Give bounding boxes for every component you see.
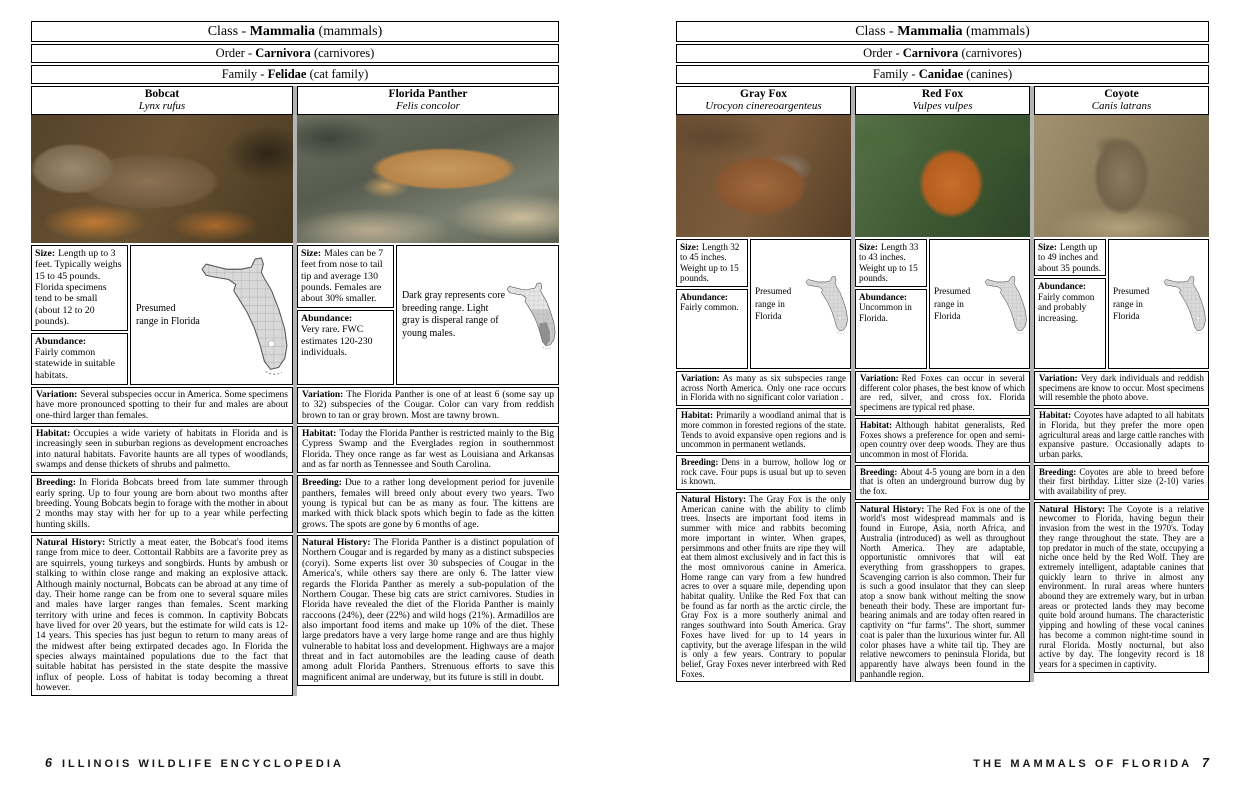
order-header: Order - Carnivora (carnivores) xyxy=(676,44,1209,63)
abundance-box: Abundance: Fairly common statewide in suitable habitats. xyxy=(31,333,128,385)
range-map-box xyxy=(1108,239,1209,369)
left-page xyxy=(31,21,559,759)
natural-history-section: Natural History: The Florida Panther is a distinct population of Northern Cougar and is regarded by many as a distinct subspecies (coryi). Some experts list over 30 subspecies of Cougar in the America's, while others say there are only 6. The latter view regards the Florida Panther as merely a sub-population of the Northern Cougar. These big cats are strict carnivores. Studies in Florida have revealed the diet of the Florida Panther is mainly raccoons (24%), deer (22%) and wild hogs (21%). Armadillos are also important food items and make up 10% of the diet. These large predators have a very large home range and are thus highly vulnerable to habitat loss and development. Highways are a major threat and in fact automobiles are the leading cause of death among adult Florida Panthers. Strenuous efforts to save this magnificent animal are underway, but its future is still in doubt. xyxy=(297,535,559,686)
natural-history-section: Natural History: The Gray Fox is the only American canine with the ability to climb trees. Insects are important food items in summer with mice and rabbits becoming more important in winter. When grapes, persimmons and other fruits are ripe they will eat them almost exclusively and in fact this is the most omnivorous canine in America. Home range can vary from a few hundred acres to over a square mile, depending upon habitat quality. Unlike the Red Fox that can be found as far north as the arctic circle, the Gray Fox is a more southerly animal and ranges southward into South America. Gray Foxes have lived for up to 14 years in captivity, but the average lifespan in the wild is only a few years. Contrary to popular belief, Gray Foxes never interbreed with Red Foxes. xyxy=(676,492,851,682)
left-footer xyxy=(45,756,344,770)
info-row xyxy=(1034,239,1209,369)
natural-history-section: Natural History: The Coyote is a relative newcomer to Florida, having begun their invasion from the west in the 1970's. Today they range throughout the state. They are a top predator in much of the state, occupying a niche once held by the Red Wolf. They are extremely intelligent, adaptable canines that quickly learn to thrive in almost any environment. In rural areas where hunters abound they are extremely wary, but in urban areas or protected lands they may become quite bold around humans. The characteristic yipping and howling of these vocal canines has become a common night-time sound in rural Florida. Mostly nocturnal, but also active by day. The longevity record is 18 years for a specimen in captivity. xyxy=(1034,502,1209,673)
species-name-box xyxy=(31,86,293,115)
florida-range-map xyxy=(1163,243,1208,366)
habitat-section: Habitat: Today the Florida Panther is restricted mainly to the Big Cypress Swamp and the Everglades region in southernmost Florida. They once range as far west as Louisiana and Arkansas and as far north as Tennessee and South Carolina. xyxy=(297,426,559,473)
variation-section: Variation: Very dark individuals and reddish specimens are know to occur. Most specimens will resemble the photo above. xyxy=(1034,371,1209,406)
habitat-section: Habitat: Primarily a woodland animal that is more common in forested regions of the state. Tends to avoid expansive open regions and is uncommon in permanent wetlands. xyxy=(676,408,851,453)
florida-range-map xyxy=(984,243,1029,366)
species-scientific-name: Vulpes vulpes xyxy=(912,100,973,112)
florida-range-map xyxy=(200,249,292,381)
class-header xyxy=(31,21,559,42)
breeding-section: Breeding: Dens in a burrow, hollow log or rock cave. Four pups is usual but up to seven is known. xyxy=(676,455,851,490)
breeding-section: Breeding: About 4-5 young are born in a den that is often an underground burrow dug by the fox. xyxy=(855,465,1030,500)
range-map-box xyxy=(396,245,559,385)
species-scientific-name: Lynx rufus xyxy=(138,100,186,112)
info-row xyxy=(31,245,293,385)
florida-keys xyxy=(1016,332,1024,333)
size-box: Size: Length up to 3 feet. Typically weighs 15 to 45 pounds. Florida specimens tend to be small (about 12 to 20 pounds). xyxy=(31,245,128,331)
gray-fox-photo xyxy=(676,115,851,237)
map-caption: Presumed range in Florida xyxy=(934,286,971,322)
class-suffix: (mammals) xyxy=(315,24,383,39)
florida-panther-column xyxy=(297,86,559,696)
breeding-section: Breeding: Due to a rather long development period for juvenile panthers, females will breed only about every two years. Two young is typical but can be as many as four. The kittens are marked with thick black spots which begin to fade as the kitten grows. The spots are gone by 6 months of age. xyxy=(297,475,559,533)
species-scientific-name: Urocyon cinereoargenteus xyxy=(705,100,822,112)
red-fox-column xyxy=(855,86,1030,682)
red-fox-photo xyxy=(855,115,1030,237)
class-header: Class - Mammalia (mammals) xyxy=(676,21,1209,42)
natural-history-section: Natural History: The Red Fox is one of the world's most widespread mammals and is found in Europe, Asia, north Africa, and Australia (introduced) as well as throughout North America. They are adaptable, opportunistic omnivores that will eat everything from grasshoppers to grapes. Scavenging carrion is also common. Their fur is such a good insulator that they can sleep atop a snow bank without melting the snow beneath their body. These are important fur-bearing animals and are today often reared in captivity on “fur farms”. The short, summer coat is paler than the luxurious winter fur. All color phases have a white tail tip. They are relative newcomers to peninsula Florida, but apparently have always been found in the panhandle region. xyxy=(855,502,1030,683)
info-row xyxy=(855,239,1030,369)
species-name-box xyxy=(1034,86,1209,115)
abundance-box: Abundance: Uncommon in Florida. xyxy=(855,289,927,369)
size-box: Size: Males can be 7 feet from nose to tail tip and average 130 pounds. Females are about 30% smaller. xyxy=(297,245,394,308)
florida-keys xyxy=(1195,332,1203,333)
florida-range-map xyxy=(506,249,558,381)
species-name: Red Fox xyxy=(921,88,964,100)
range-map-box xyxy=(750,239,851,369)
class-name: Mammalia xyxy=(249,24,316,39)
species-name-box xyxy=(855,86,1030,115)
species-name-box xyxy=(297,86,559,115)
family-header: Family - Felidae (cat family) xyxy=(31,65,559,84)
breeding-section: Breeding: In Florida Bobcats breed from late summer through early spring. Up to four young are born about two months after breeding. Young Bobcats begin to forage with the mother in about 2 months may stay with her for up to a year while perfecting hunting skills. xyxy=(31,475,293,533)
species-name: Florida Panther xyxy=(388,88,468,100)
info-row xyxy=(676,239,851,369)
species-name: Gray Fox xyxy=(740,88,787,100)
bobcat-photo xyxy=(31,115,293,243)
lake-okeechobee xyxy=(268,341,274,347)
abundance-box: Abundance: Fairly common and probably increasing. xyxy=(1034,278,1106,369)
species-name-box xyxy=(676,86,851,115)
left-footer-title: ILLINOIS WILDLIFE ENCYCLOPEDIA xyxy=(61,758,344,770)
size-box: Size: Length up to 49 inches and about 35 pounds. xyxy=(1034,239,1106,276)
species-columns xyxy=(31,86,559,696)
coyote-photo xyxy=(1034,115,1209,237)
florida-panther-photo xyxy=(297,115,559,243)
right-footer xyxy=(973,756,1209,770)
florida-keys xyxy=(543,347,552,349)
right-page xyxy=(676,21,1209,759)
florida-keys xyxy=(265,371,281,374)
map-caption: Presumed range in Florida xyxy=(136,303,200,327)
natural-history-section: Natural History: Strictly a meat eater, the Bobcat's food items range from mice to deer. Cottontail Rabbits are a favorite prey as are squirrels, young turkeys and songbirds. Hunts by ambush or stalking to within close range and making an explosive attack. Although mainly nocturnal, Bobcats can be abroad at any time of day. Their home range can be from one to several square miles and males have larger ranges than females. Scent marking territory with urine and feces is common. In captivity Bobcats have lived for over 20 years, but the estimate for wild cats is 12-14 years. This species has just begun to return to many areas of the midwest after being extirpated decades ago. In Florida the species always maintained populations due to the fact that suitable habitat has persisted in the state despite the massive influx of people. Loss of habitat is today becoming a threat however. xyxy=(31,535,293,696)
bobcat-column xyxy=(31,86,293,696)
size-box: Size: Length 33 to 43 inches. Weight up to 15 pounds. xyxy=(855,239,927,287)
variation-section: Variation: The Florida Panther is one of at least 6 (some say up to 32) subspecies of the Cougar. Color can vary from reddish brown to tan or gray brown. Most are tawny brown. xyxy=(297,387,559,424)
map-caption: Dark gray represents core breeding range. Light gray is disperal range of young males. xyxy=(402,290,506,339)
species-scientific-name: Canis latrans xyxy=(1091,100,1152,112)
habitat-section: Habitat: Although habitat generalists, Red Foxes shows a preference for open and semi-open country over deep woods. They are thus uncommon in most of Florida. xyxy=(855,418,1030,463)
lake-okeechobee xyxy=(1197,317,1200,320)
variation-section: Variation: As many as six subspecies range across North America. Only one race occurs in Florida with no significant color variation . xyxy=(676,371,851,406)
lake-okeechobee xyxy=(1018,317,1021,320)
species-scientific-name: Felis concolor xyxy=(396,100,460,112)
coyote-column xyxy=(1034,86,1209,682)
info-row xyxy=(297,245,559,385)
family-header: Family - Canidae (canines) xyxy=(676,65,1209,84)
lake-okeechobee xyxy=(839,317,842,320)
abundance-box: Abundance: Very rare. FWC estimates 120-230 individuals. xyxy=(297,310,394,385)
abundance-box: Abundance: Fairly common. xyxy=(676,289,748,369)
range-map-box xyxy=(929,239,1030,369)
species-columns xyxy=(676,86,1209,682)
florida-range-map xyxy=(805,243,850,366)
variation-section: Variation: Red Foxes can occur in several different color phases, the best know of which are red, silver, and cross fox. Florida specimens are typical red phase. xyxy=(855,371,1030,416)
map-caption: Presumed range in Florida xyxy=(1113,286,1150,322)
map-caption: Presumed range in Florida xyxy=(755,286,792,322)
size-box: Size: Length 32 to 45 inches. Weight up to 15 pounds. xyxy=(676,239,748,287)
range-map-box xyxy=(130,245,293,385)
order-header: Order - Carnivora (carnivores) xyxy=(31,44,559,63)
species-name: Coyote xyxy=(1104,88,1139,100)
species-name: Bobcat xyxy=(144,88,180,100)
habitat-section: Habitat: Coyotes have adapted to all habitats in Florida, but they prefer the more open agricultural areas and large cattle ranches with expansive pasture. Occasionally adapts to urban parks. xyxy=(1034,408,1209,463)
gray-fox-column xyxy=(676,86,851,682)
left-page-number: 6 xyxy=(45,756,52,770)
florida-keys xyxy=(837,332,845,333)
variation-section: Variation: Several subspecies occur in America. Some specimens have more pronounced spotting to their fur and males are about one-third larger than females. xyxy=(31,387,293,424)
breeding-section: Breeding: Coyotes are able to breed before their first birthday. Litter size (2-10) varies with availability of prey. xyxy=(1034,465,1209,500)
class-prefix: Class - xyxy=(207,24,250,39)
right-page-number: 7 xyxy=(1202,756,1209,770)
habitat-section: Habitat: Occupies a wide variety of habitats in Florida and is increasingly seen in suburban regions as development encroaches into natural habitats. Favorite haunts are all types of woodlands, swamps and dense thickets of shrubs and palmetto. xyxy=(31,426,293,473)
right-footer-title: THE MAMMALS OF FLORIDA xyxy=(973,758,1193,770)
